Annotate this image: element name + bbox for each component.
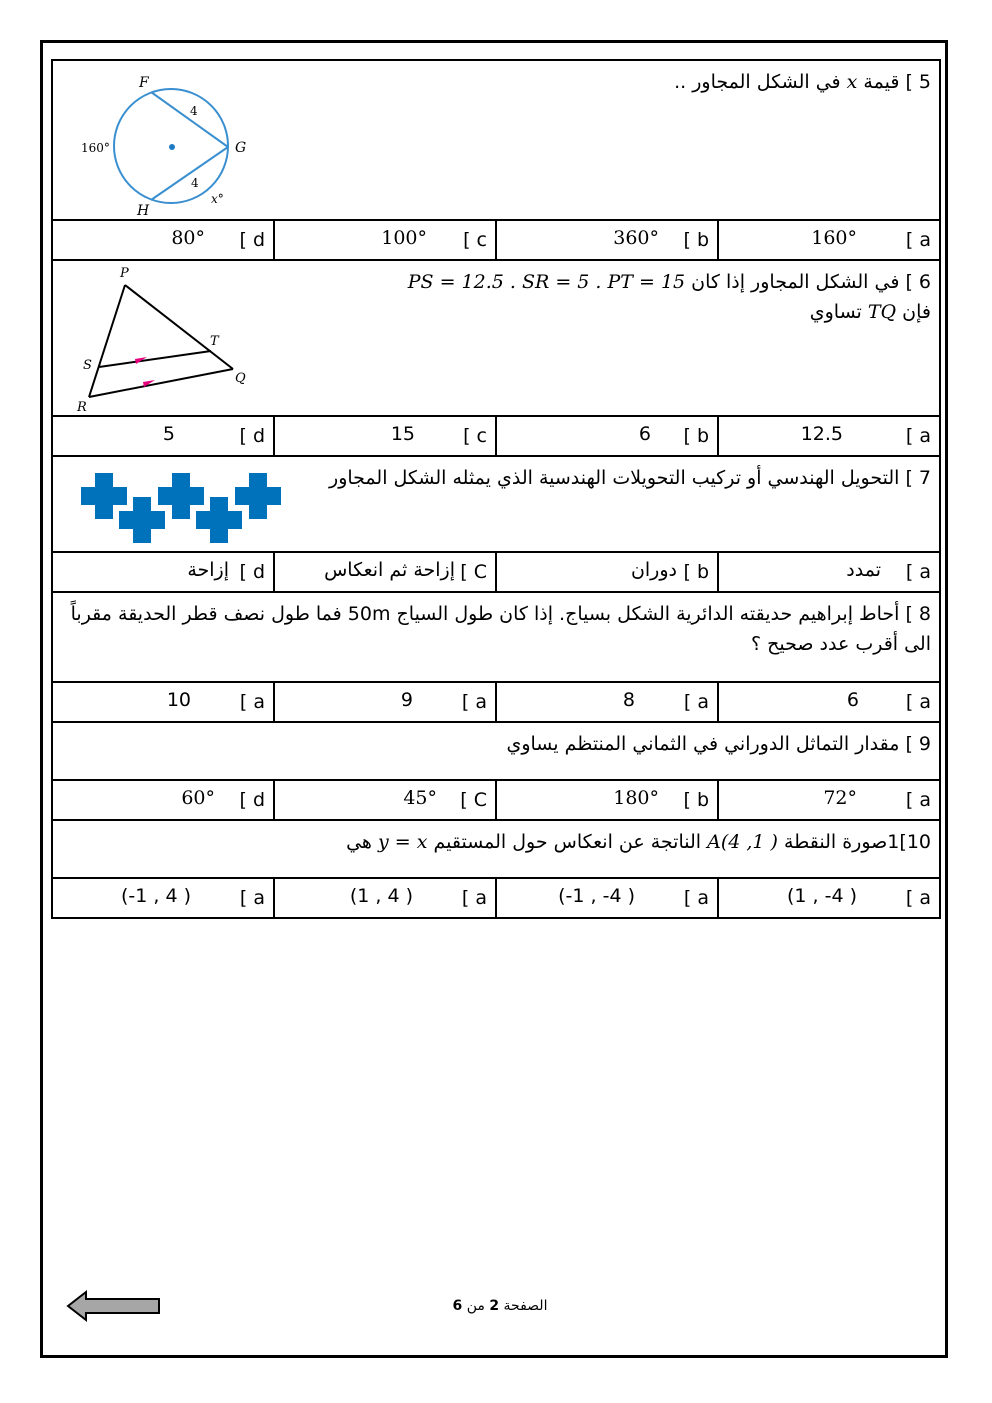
q6-option-d[interactable]: d ] 5 [52,416,274,456]
question-8-text: 8 ] أحاط إبراهيم حديقته الدائرية الشكل بسياج. إذا كان طول السياج 50m فما طول نصف قطر الحديقة مقرباً الى أقرب عدد صحيح ؟ [70,603,931,655]
label-R: R [77,400,87,415]
q5-option-b[interactable]: b ] 360° [496,220,718,260]
question-5-text: 5 ] قيمة x في الشكل المجاور .. [674,71,931,93]
question-5 [52,60,940,220]
label-H: H [137,203,150,219]
q7-option-c[interactable]: C ] إزاحة ثم انعكاس [274,552,496,592]
q8-option-1[interactable]: a ] 6 [718,682,940,722]
label-T: T [210,334,219,349]
q8-option-3[interactable]: a ] 9 [274,682,496,722]
q10-option-1[interactable]: a ] (1 , -4 ) [718,878,940,918]
question-8 [52,592,940,682]
q9-option-d[interactable]: d ] 60° [52,780,274,820]
question-6 [52,260,940,416]
label-160: 160° [81,141,110,155]
exam-table [51,59,941,919]
question-9 [52,722,940,780]
question-10 [52,820,940,878]
q9-option-b[interactable]: b ] 180° [496,780,718,820]
label-G: G [235,140,247,156]
q10-option-4[interactable]: a ] (-1 , 4 ) [52,878,274,918]
previous-page-arrow-icon[interactable] [66,1289,166,1325]
question-7 [52,456,940,552]
label-chord-top: 4 [190,104,198,118]
q5-option-a[interactable]: a ] 160° [718,220,940,260]
label-P: P [120,266,129,281]
q9-option-c[interactable]: C ] 45° [274,780,496,820]
label-Q: Q [235,371,246,386]
label-F: F [139,75,149,91]
label-x: x° [211,192,224,206]
q9-option-a[interactable]: a ] 72° [718,780,940,820]
cross-shapes-figure [79,469,284,547]
q10-option-2[interactable]: a ] (-1 , -4 ) [496,878,718,918]
triangle-figure [73,265,263,415]
circle-figure [75,71,265,219]
q7-option-b[interactable]: b ] دوران [496,552,718,592]
q6-option-b[interactable]: b ] 6 [496,416,718,456]
q6-option-c[interactable]: c ] 15 [274,416,496,456]
q7-option-d[interactable]: d ] إزاحة [52,552,274,592]
q10-option-3[interactable]: a ] (1 , 4 ) [274,878,496,918]
question-10-text: 10]1صورة النقطة A(4 ,1 ) الناتجة عن انعكاس حول المستقيم y = x هي [346,831,931,853]
q8-option-4[interactable]: a ] 10 [52,682,274,722]
question-7-text: 7 ] التحويل الهندسي أو تركيب التحويلات الهندسية الذي يمثله الشكل المجاور [329,467,931,489]
q6-option-a[interactable]: a ] 12.5 [718,416,940,456]
q8-option-2[interactable]: a ] 8 [496,682,718,722]
q5-option-d[interactable]: d ] 80° [52,220,274,260]
label-chord-bottom: 4 [191,176,199,190]
page-footer: الصفحة 2 من 6 [452,1298,548,1314]
question-9-text: 9 ] مقدار التماثل الدوراني في الثماني المنتظم يساوي [506,733,931,755]
q7-option-a[interactable]: a ] تمدد [718,552,940,592]
question-6-text: 6 ] في الشكل المجاور إذا كان PS = 12.5 . SR = 5 . PT = 15 فإن TQ تساوي [407,271,931,323]
label-S: S [83,358,92,373]
q5-option-c[interactable]: c ] 100° [274,220,496,260]
